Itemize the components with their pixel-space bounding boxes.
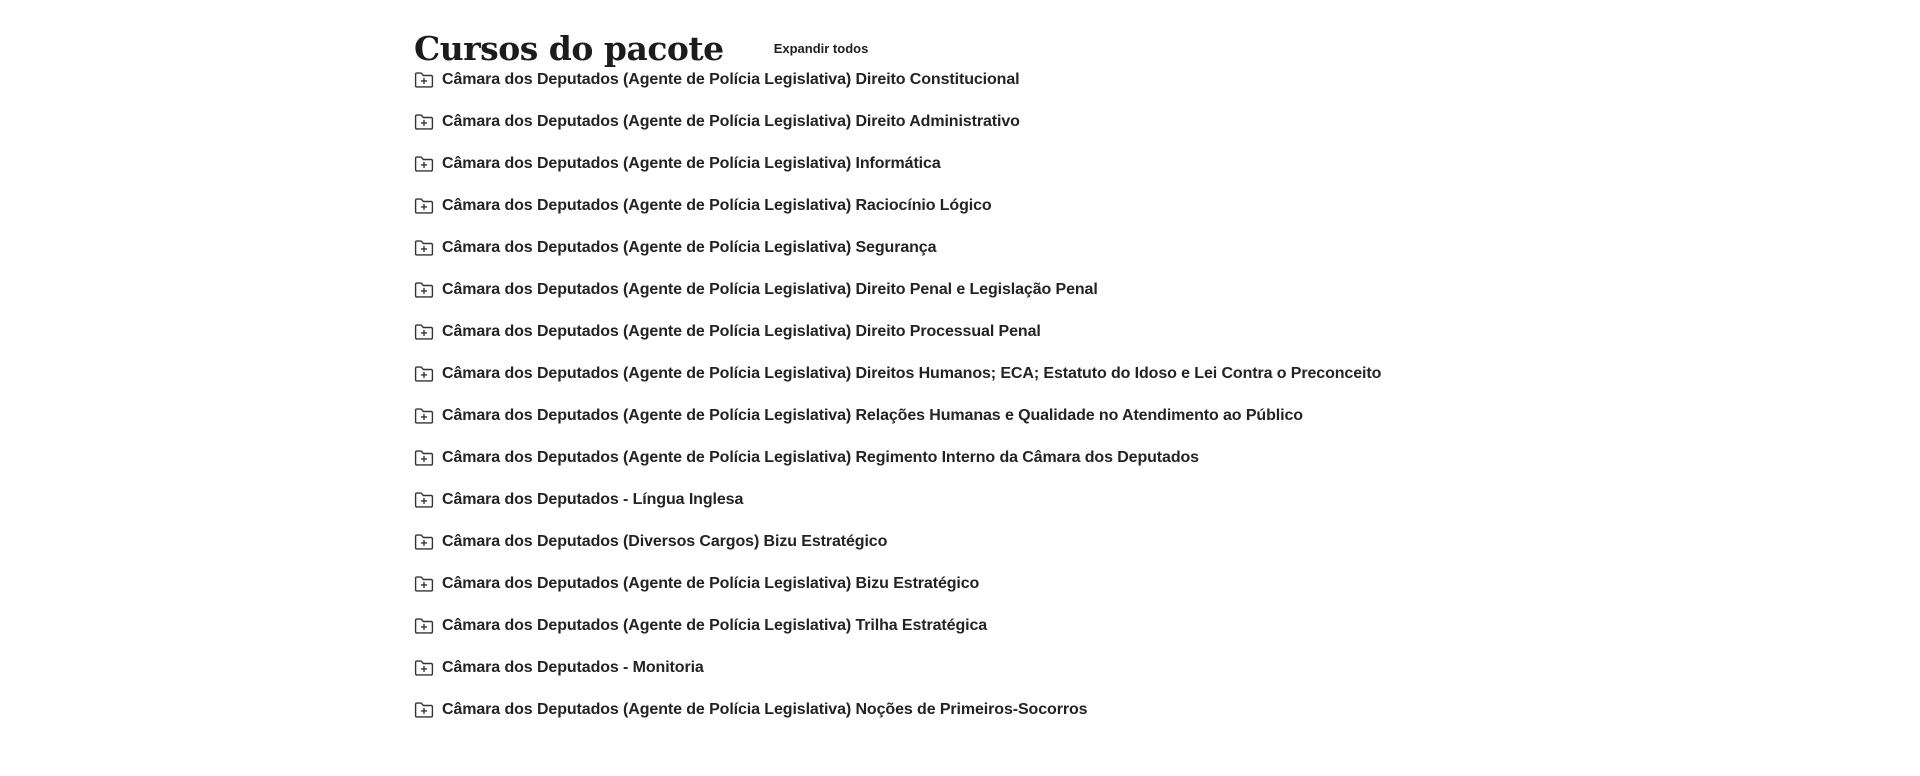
course-item-label: Câmara dos Deputados (Agente de Polícia Legislativa) Direito Penal e Legislação Penal — [442, 281, 1098, 298]
course-item-label: Câmara dos Deputados (Agente de Polícia Legislativa) Raciocínio Lógico — [442, 197, 992, 214]
course-item[interactable] — [414, 395, 1514, 437]
course-item-label: Câmara dos Deputados (Agente de Polícia Legislativa) Direitos Humanos; ECA; Estatuto do Idoso e Lei Contra o Preconceito — [442, 365, 1382, 382]
course-item-label: Câmara dos Deputados (Diversos Cargos) Bizu Estratégico — [442, 533, 888, 550]
course-item-label: Câmara dos Deputados (Agente de Polícia Legislativa) Direito Administrativo — [442, 113, 1020, 130]
course-item-label: Câmara dos Deputados (Agente de Polícia Legislativa) Bizu Estratégico — [442, 575, 980, 592]
expand-all-link[interactable]: Expandir todos — [773, 40, 869, 56]
course-item[interactable] — [414, 353, 1514, 395]
course-item[interactable] — [414, 227, 1514, 269]
course-item-label: Câmara dos Deputados - Língua Inglesa — [442, 491, 744, 508]
course-list — [414, 71, 1514, 731]
course-item-label: Câmara dos Deputados (Agente de Polícia Legislativa) Direito Constitucional — [442, 71, 1020, 88]
folder-plus-icon — [414, 239, 434, 257]
folder-plus-icon — [414, 155, 434, 173]
course-item[interactable] — [414, 479, 1514, 521]
folder-plus-icon — [414, 71, 434, 89]
folder-plus-icon — [414, 365, 434, 383]
folder-plus-icon — [414, 491, 434, 509]
course-item-label: Câmara dos Deputados (Agente de Polícia Legislativa) Trilha Estratégica — [442, 617, 988, 634]
folder-plus-icon — [414, 407, 434, 425]
course-item-label: Câmara dos Deputados - Monitoria — [442, 659, 704, 676]
course-item[interactable] — [414, 521, 1514, 563]
course-item[interactable] — [414, 71, 1514, 101]
course-item-label: Câmara dos Deputados (Agente de Polícia Legislativa) Relações Humanas e Qualidade no Atendimento ao Público — [442, 407, 1303, 424]
folder-plus-icon — [414, 701, 434, 719]
course-item[interactable] — [414, 143, 1514, 185]
course-item[interactable] — [414, 101, 1514, 143]
course-item-label: Câmara dos Deputados (Agente de Polícia Legislativa) Regimento Interno da Câmara dos Deputados — [442, 449, 1199, 466]
folder-plus-icon — [414, 197, 434, 215]
course-item[interactable] — [414, 563, 1514, 605]
course-item-label: Câmara dos Deputados (Agente de Polícia Legislativa) Informática — [442, 155, 941, 172]
course-item[interactable] — [414, 311, 1514, 353]
package-courses-section — [414, 0, 1514, 731]
page-title: Cursos do pacote — [414, 28, 724, 68]
folder-plus-icon — [414, 323, 434, 341]
section-header — [414, 25, 1514, 71]
course-item-label: Câmara dos Deputados (Agente de Polícia Legislativa) Segurança — [442, 239, 937, 256]
course-item[interactable] — [414, 647, 1514, 689]
course-item[interactable] — [414, 689, 1514, 731]
folder-plus-icon — [414, 281, 434, 299]
folder-plus-icon — [414, 575, 434, 593]
folder-plus-icon — [414, 659, 434, 677]
course-item[interactable] — [414, 185, 1514, 227]
course-item[interactable] — [414, 437, 1514, 479]
course-item[interactable] — [414, 269, 1514, 311]
course-item-label: Câmara dos Deputados (Agente de Polícia Legislativa) Direito Processual Penal — [442, 323, 1041, 340]
folder-plus-icon — [414, 449, 434, 467]
course-item-label: Câmara dos Deputados (Agente de Polícia Legislativa) Noções de Primeiros-Socorros — [442, 701, 1088, 718]
folder-plus-icon — [414, 533, 434, 551]
course-item[interactable] — [414, 605, 1514, 647]
folder-plus-icon — [414, 113, 434, 131]
folder-plus-icon — [414, 617, 434, 635]
